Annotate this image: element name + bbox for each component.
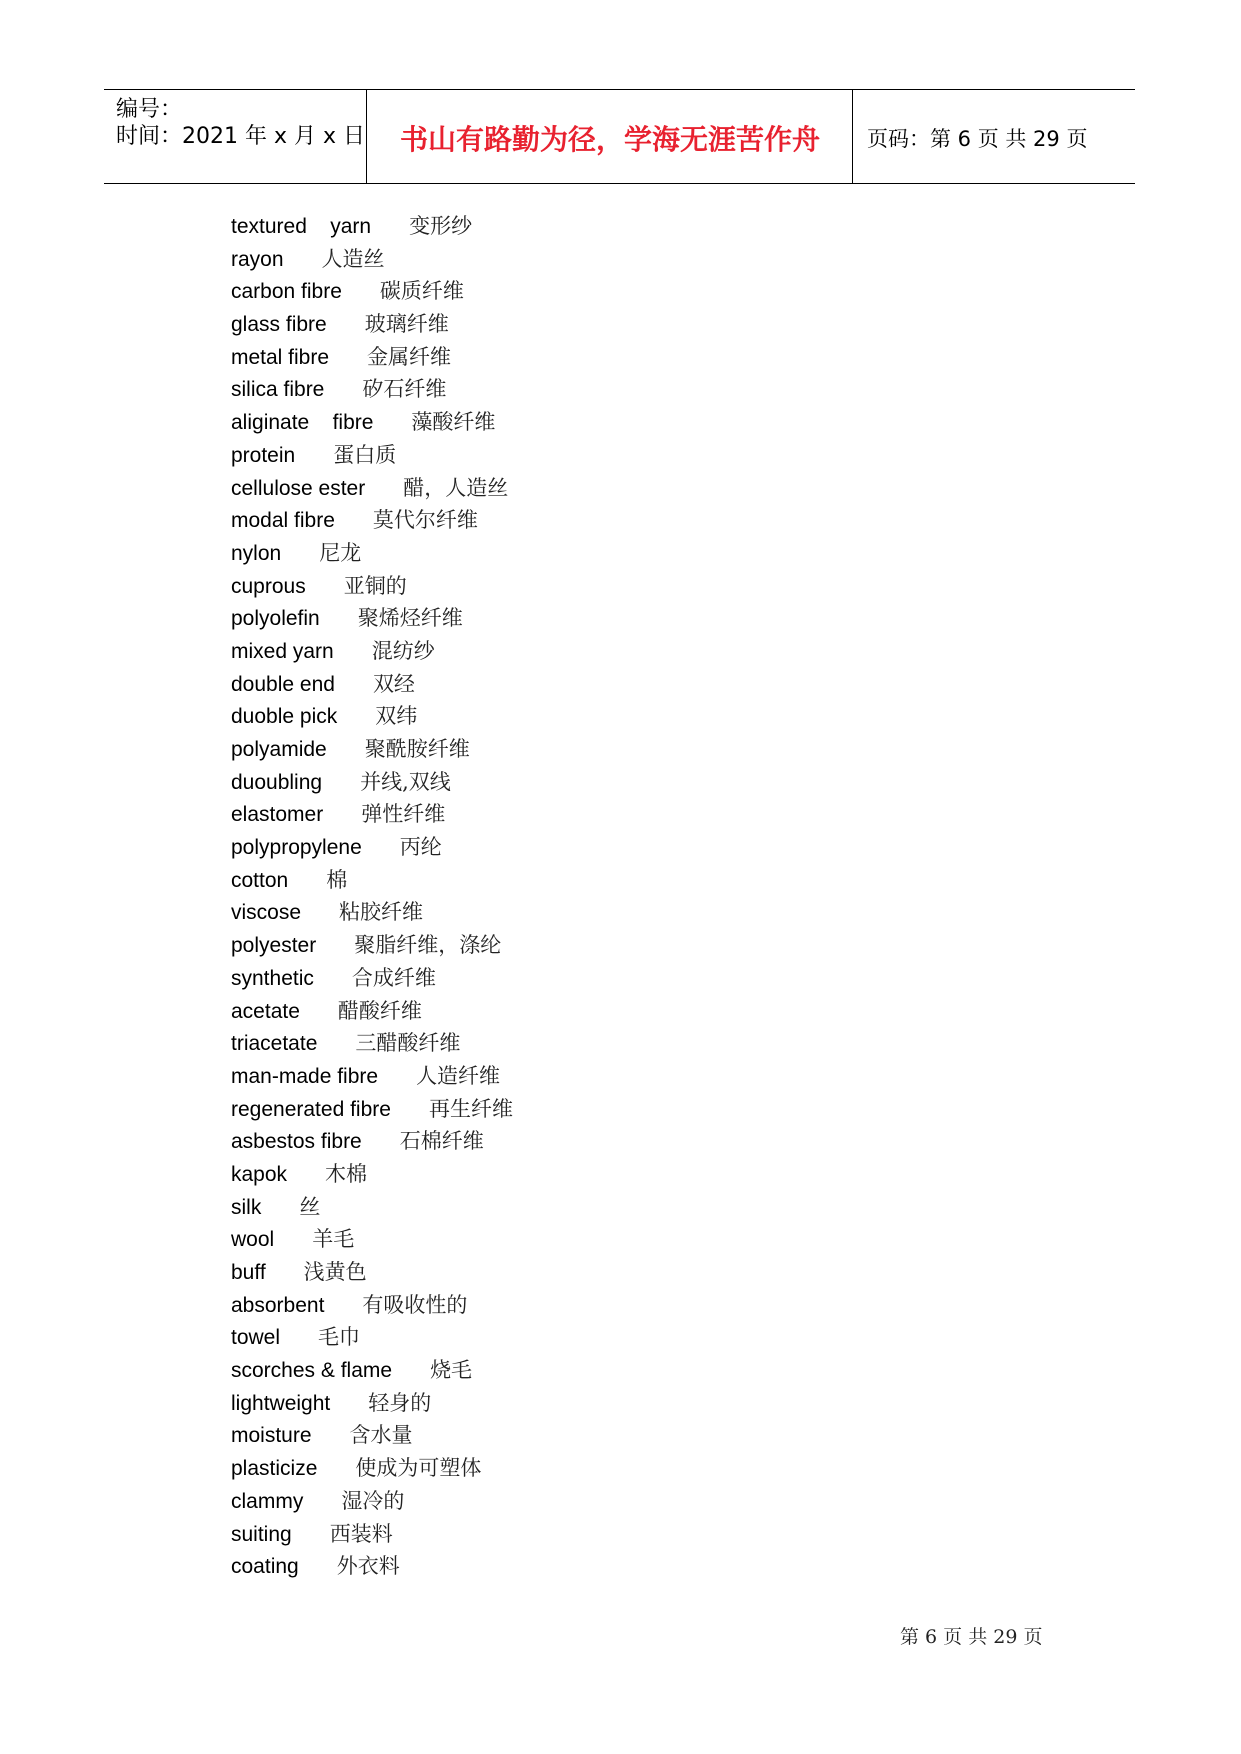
chinese-translation: 浅黄色 xyxy=(303,1260,367,1284)
english-term: plasticize xyxy=(231,1457,318,1481)
english-term: elastomer xyxy=(231,803,324,827)
glossary-entry xyxy=(231,537,931,570)
time-label: 时间：2021 年 x 月 x 日 xyxy=(116,124,365,149)
glossary-entry xyxy=(231,1027,931,1060)
chinese-translation: 变形纱 xyxy=(409,214,473,238)
english-term: protein xyxy=(231,443,296,467)
glossary-entry xyxy=(231,798,931,831)
glossary-entry xyxy=(231,733,931,766)
english-term: regenerated fibre xyxy=(231,1097,391,1121)
chinese-translation: 粘胶纤维 xyxy=(339,900,424,925)
glossary-entry xyxy=(231,831,931,864)
english-term: absorbent xyxy=(231,1293,325,1317)
glossary-entry xyxy=(231,243,931,276)
chinese-translation: 藻酸纤维 xyxy=(411,410,496,435)
chinese-translation: 亚铜的 xyxy=(343,573,407,598)
header-page-cell xyxy=(855,90,1135,183)
glossary-entry xyxy=(231,962,931,995)
english-term: towel xyxy=(231,1326,281,1350)
chinese-translation: 合成纤维 xyxy=(351,965,436,990)
english-term: polyester xyxy=(231,934,317,958)
english-term: double end xyxy=(231,672,335,696)
header-meta-cell xyxy=(104,90,367,183)
english-term: buff xyxy=(231,1261,266,1284)
glossary-entry xyxy=(231,1191,931,1224)
chinese-translation: 三醋酸纤维 xyxy=(355,1031,461,1056)
english-term: mixed yarn xyxy=(231,639,334,663)
chinese-translation: 聚脂纤维，涤纶 xyxy=(354,933,502,958)
glossary-entry xyxy=(231,341,931,374)
chinese-translation: 丙纶 xyxy=(399,835,442,860)
chinese-translation: 双纬 xyxy=(375,704,418,729)
chinese-translation: 使成为可塑体 xyxy=(355,1456,482,1481)
chinese-translation: 双经 xyxy=(372,671,415,696)
chinese-translation: 有吸收性的 xyxy=(362,1292,468,1317)
glossary-entry xyxy=(231,602,931,635)
english-term: polypropylene xyxy=(231,836,362,860)
serial-number-label: 编号： xyxy=(116,97,183,122)
english-term: acetate xyxy=(231,999,300,1023)
english-term: glass fibre xyxy=(231,313,327,337)
chinese-translation: 玻璃纤维 xyxy=(364,312,449,337)
english-term: duoble pick xyxy=(231,705,338,729)
glossary-entry xyxy=(231,864,931,897)
chinese-translation: 并线,双线 xyxy=(360,769,451,794)
glossary-entry xyxy=(231,1223,931,1256)
glossary-entry xyxy=(231,995,931,1028)
glossary-entry xyxy=(231,472,931,505)
chinese-translation: 湿冷的 xyxy=(341,1488,405,1513)
chinese-translation: 矽石纤维 xyxy=(362,377,447,402)
header-motto-cell xyxy=(368,90,853,183)
chinese-translation: 尼龙 xyxy=(319,540,362,565)
chinese-translation: 聚酰胺纤维 xyxy=(364,737,470,761)
chinese-translation: 丝 xyxy=(299,1194,321,1219)
glossary-list xyxy=(231,210,931,1583)
glossary-entry xyxy=(231,668,931,701)
chinese-translation: 外衣料 xyxy=(336,1554,400,1579)
english-term: cuprous xyxy=(231,574,306,598)
glossary-entry xyxy=(231,1158,931,1191)
english-term: textured yarn xyxy=(231,215,372,238)
chinese-translation: 人造纤维 xyxy=(416,1063,501,1088)
chinese-translation: 石棉纤维 xyxy=(399,1129,484,1154)
glossary-entry xyxy=(231,210,931,243)
glossary-entry xyxy=(231,1125,931,1158)
english-term: triacetate xyxy=(231,1032,318,1056)
chinese-translation: 西装料 xyxy=(329,1521,393,1546)
glossary-entry xyxy=(231,504,931,537)
chinese-translation: 毛巾 xyxy=(318,1325,361,1350)
english-term: clammy xyxy=(231,1489,304,1513)
english-term: carbon fibre xyxy=(231,280,342,304)
chinese-translation: 人造丝 xyxy=(321,246,385,271)
chinese-translation: 再生纤维 xyxy=(428,1096,513,1121)
english-term: silk xyxy=(231,1195,262,1219)
header-page-info: 页码：第 6 页 共 29 页 xyxy=(867,127,1088,151)
glossary-entry xyxy=(231,929,931,962)
chinese-translation: 蛋白质 xyxy=(333,442,397,467)
glossary-entry xyxy=(231,766,931,799)
chinese-translation: 羊毛 xyxy=(312,1227,355,1252)
english-term: polyolefin xyxy=(231,607,320,631)
english-term: modal fibre xyxy=(231,509,335,533)
glossary-entry xyxy=(231,1452,931,1485)
glossary-entry xyxy=(231,1289,931,1322)
english-term: nylon xyxy=(231,541,282,565)
chinese-translation: 金属纤维 xyxy=(367,344,452,369)
english-term: coating xyxy=(231,1555,299,1579)
english-term: duoubling xyxy=(231,770,323,794)
english-term: scorches & flame xyxy=(231,1359,393,1383)
english-term: viscose xyxy=(231,901,302,925)
english-term: suiting xyxy=(231,1522,292,1546)
english-term: wool xyxy=(231,1228,275,1252)
glossary-entry xyxy=(231,275,931,308)
chinese-translation: 混纺纱 xyxy=(371,638,435,663)
glossary-entry xyxy=(231,1387,931,1420)
glossary-entry xyxy=(231,1419,931,1452)
english-term: cellulose ester xyxy=(231,476,366,500)
chinese-translation: 含水量 xyxy=(349,1423,413,1448)
english-term: synthetic xyxy=(231,966,314,990)
chinese-translation: 木棉 xyxy=(325,1161,368,1186)
glossary-entry xyxy=(231,1518,931,1551)
glossary-entry xyxy=(231,896,931,929)
glossary-entry xyxy=(231,1093,931,1126)
glossary-entry xyxy=(231,308,931,341)
page-footer: 第 6 页 共 29 页 xyxy=(900,1626,1043,1648)
english-term: polyamide xyxy=(231,738,327,761)
chinese-translation: 轻身的 xyxy=(368,1390,432,1415)
glossary-entry xyxy=(231,635,931,668)
glossary-entry xyxy=(231,1485,931,1518)
chinese-translation: 莫代尔纤维 xyxy=(372,508,478,533)
glossary-entry xyxy=(231,1321,931,1354)
english-term: rayon xyxy=(231,247,284,271)
glossary-entry xyxy=(231,1256,931,1289)
english-term: cotton xyxy=(231,868,289,892)
glossary-entry xyxy=(231,700,931,733)
glossary-entry xyxy=(231,1354,931,1387)
english-term: asbestos fibre xyxy=(231,1130,362,1154)
motto-text: 书山有路勤为径，学海无涯苦作舟 xyxy=(399,123,820,156)
english-term: man-made fibre xyxy=(231,1064,379,1088)
chinese-translation: 棉 xyxy=(326,867,348,892)
glossary-entry xyxy=(231,439,931,472)
english-term: kapok xyxy=(231,1162,288,1186)
chinese-translation: 烧毛 xyxy=(430,1358,473,1383)
page-header xyxy=(104,89,1135,184)
english-term: aliginate fibre xyxy=(231,411,374,435)
english-term: lightweight xyxy=(231,1391,331,1415)
chinese-translation: 弹性纤维 xyxy=(361,802,446,827)
glossary-entry xyxy=(231,373,931,406)
english-term: moisture xyxy=(231,1424,312,1448)
english-term: metal fibre xyxy=(231,345,330,369)
chinese-translation: 聚烯烃纤维 xyxy=(357,606,463,631)
glossary-entry xyxy=(231,1060,931,1093)
chinese-translation: 醋酸纤维 xyxy=(337,998,422,1023)
glossary-entry xyxy=(231,570,931,603)
glossary-entry xyxy=(231,1550,931,1583)
glossary-entry xyxy=(231,406,931,439)
english-term: silica fibre xyxy=(231,378,325,402)
chinese-translation: 碳质纤维 xyxy=(379,279,464,304)
chinese-translation: 醋，人造丝 xyxy=(403,475,509,500)
